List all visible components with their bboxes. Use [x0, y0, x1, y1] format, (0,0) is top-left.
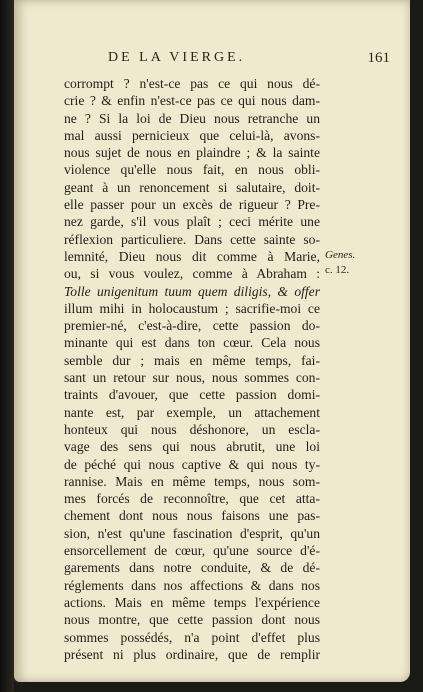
text-line: sant un retour sur nous, nous sommes con- — [64, 370, 320, 386]
book-spine-edge — [0, 0, 14, 692]
text-line: nous sujet de nous en plaindre ; & la sainte — [64, 145, 320, 161]
text-line: elle passer pour un excès de rigueur ? Pre- — [64, 197, 320, 213]
page-number: 161 — [367, 50, 390, 66]
book-page — [14, 0, 410, 682]
text-line: nez garde, s'il vous plaît ; ceci mérite une — [64, 214, 320, 230]
text-line: ne ? Si la loi de Dieu nous retranche un — [64, 110, 320, 126]
text-line: minante qui est dans ton cœur. Cela nous — [64, 335, 320, 351]
text-line: corrompt ? n'est-ce pas ce qui nous dé- — [64, 76, 320, 91]
text-line: réglements dans nos affections & dans nos — [64, 577, 320, 593]
text-line: lemnité, Dieu nous dit comme à Marie, — [64, 248, 320, 264]
text-line: illum mihi in holocaustum ; sacrifie-moi ce — [64, 300, 320, 316]
running-title: DE LA VIERGE. — [108, 50, 246, 65]
text-line: réflexion particuliere. Dans cette sainte so- — [64, 231, 320, 247]
text-line: nante est, par exemple, un attachement — [64, 404, 320, 420]
text-line: mes forcés de reconnoître, que cet atta- — [64, 491, 320, 507]
text-line: sommes possédés, n'a point d'effet plus — [64, 629, 320, 645]
page-header — [78, 50, 408, 70]
text-line: présent ni plus ordinaire, que de remplir — [64, 646, 320, 662]
margin-reference-chapter: c. 12. — [325, 264, 350, 276]
text-line: vage des sens qui nous abrutit, une loi — [64, 439, 320, 455]
text-line: premier-né, c'est-à-dire, cette passion do- — [64, 318, 320, 334]
text-line: chement dont nous nous faisons une pas- — [64, 508, 320, 524]
text-line: rannise. Mais en même temps, nous som- — [64, 473, 320, 489]
text-line: ou, si vous voulez, comme à Abraham : — [64, 266, 320, 282]
text-line: actions. Mais en même temps l'expérience — [64, 594, 320, 610]
text-line: crie ? & enfin n'est-ce pas ce qui nous dam- — [64, 93, 320, 109]
text-line: garements dans notre conduite, & de dé- — [64, 560, 320, 576]
text-line: nous montre, que cette passion dont nous — [64, 612, 320, 628]
text-line: sion, n'est qu'une fascination d'esprit, qu'un — [64, 525, 320, 541]
text-line: mal aussi pernicieux que celui-là, avons- — [64, 127, 320, 143]
latin-quote-line: Tolle unigenitum tuum quem diligis, & offer — [64, 283, 320, 299]
text-line: de péché qui nous captive & qui nous ty- — [64, 456, 320, 472]
margin-reference — [325, 248, 355, 278]
margin-reference-book: Genes. — [325, 249, 356, 261]
text-line: traints d'avouer, que cette passion domi- — [64, 387, 320, 403]
text-line: geant à un renoncement si salutaire, doit- — [64, 179, 320, 195]
text-line: semble dur ; mais en même temps, fai- — [64, 352, 320, 368]
text-line: honteux qui nous déshonore, un escla- — [64, 421, 320, 437]
text-line: violence qu'elle nous fait, en nous obli- — [64, 162, 320, 178]
text-line: ensorcellement de cœur, qu'une source d'é- — [64, 543, 320, 559]
body-text — [64, 75, 320, 663]
